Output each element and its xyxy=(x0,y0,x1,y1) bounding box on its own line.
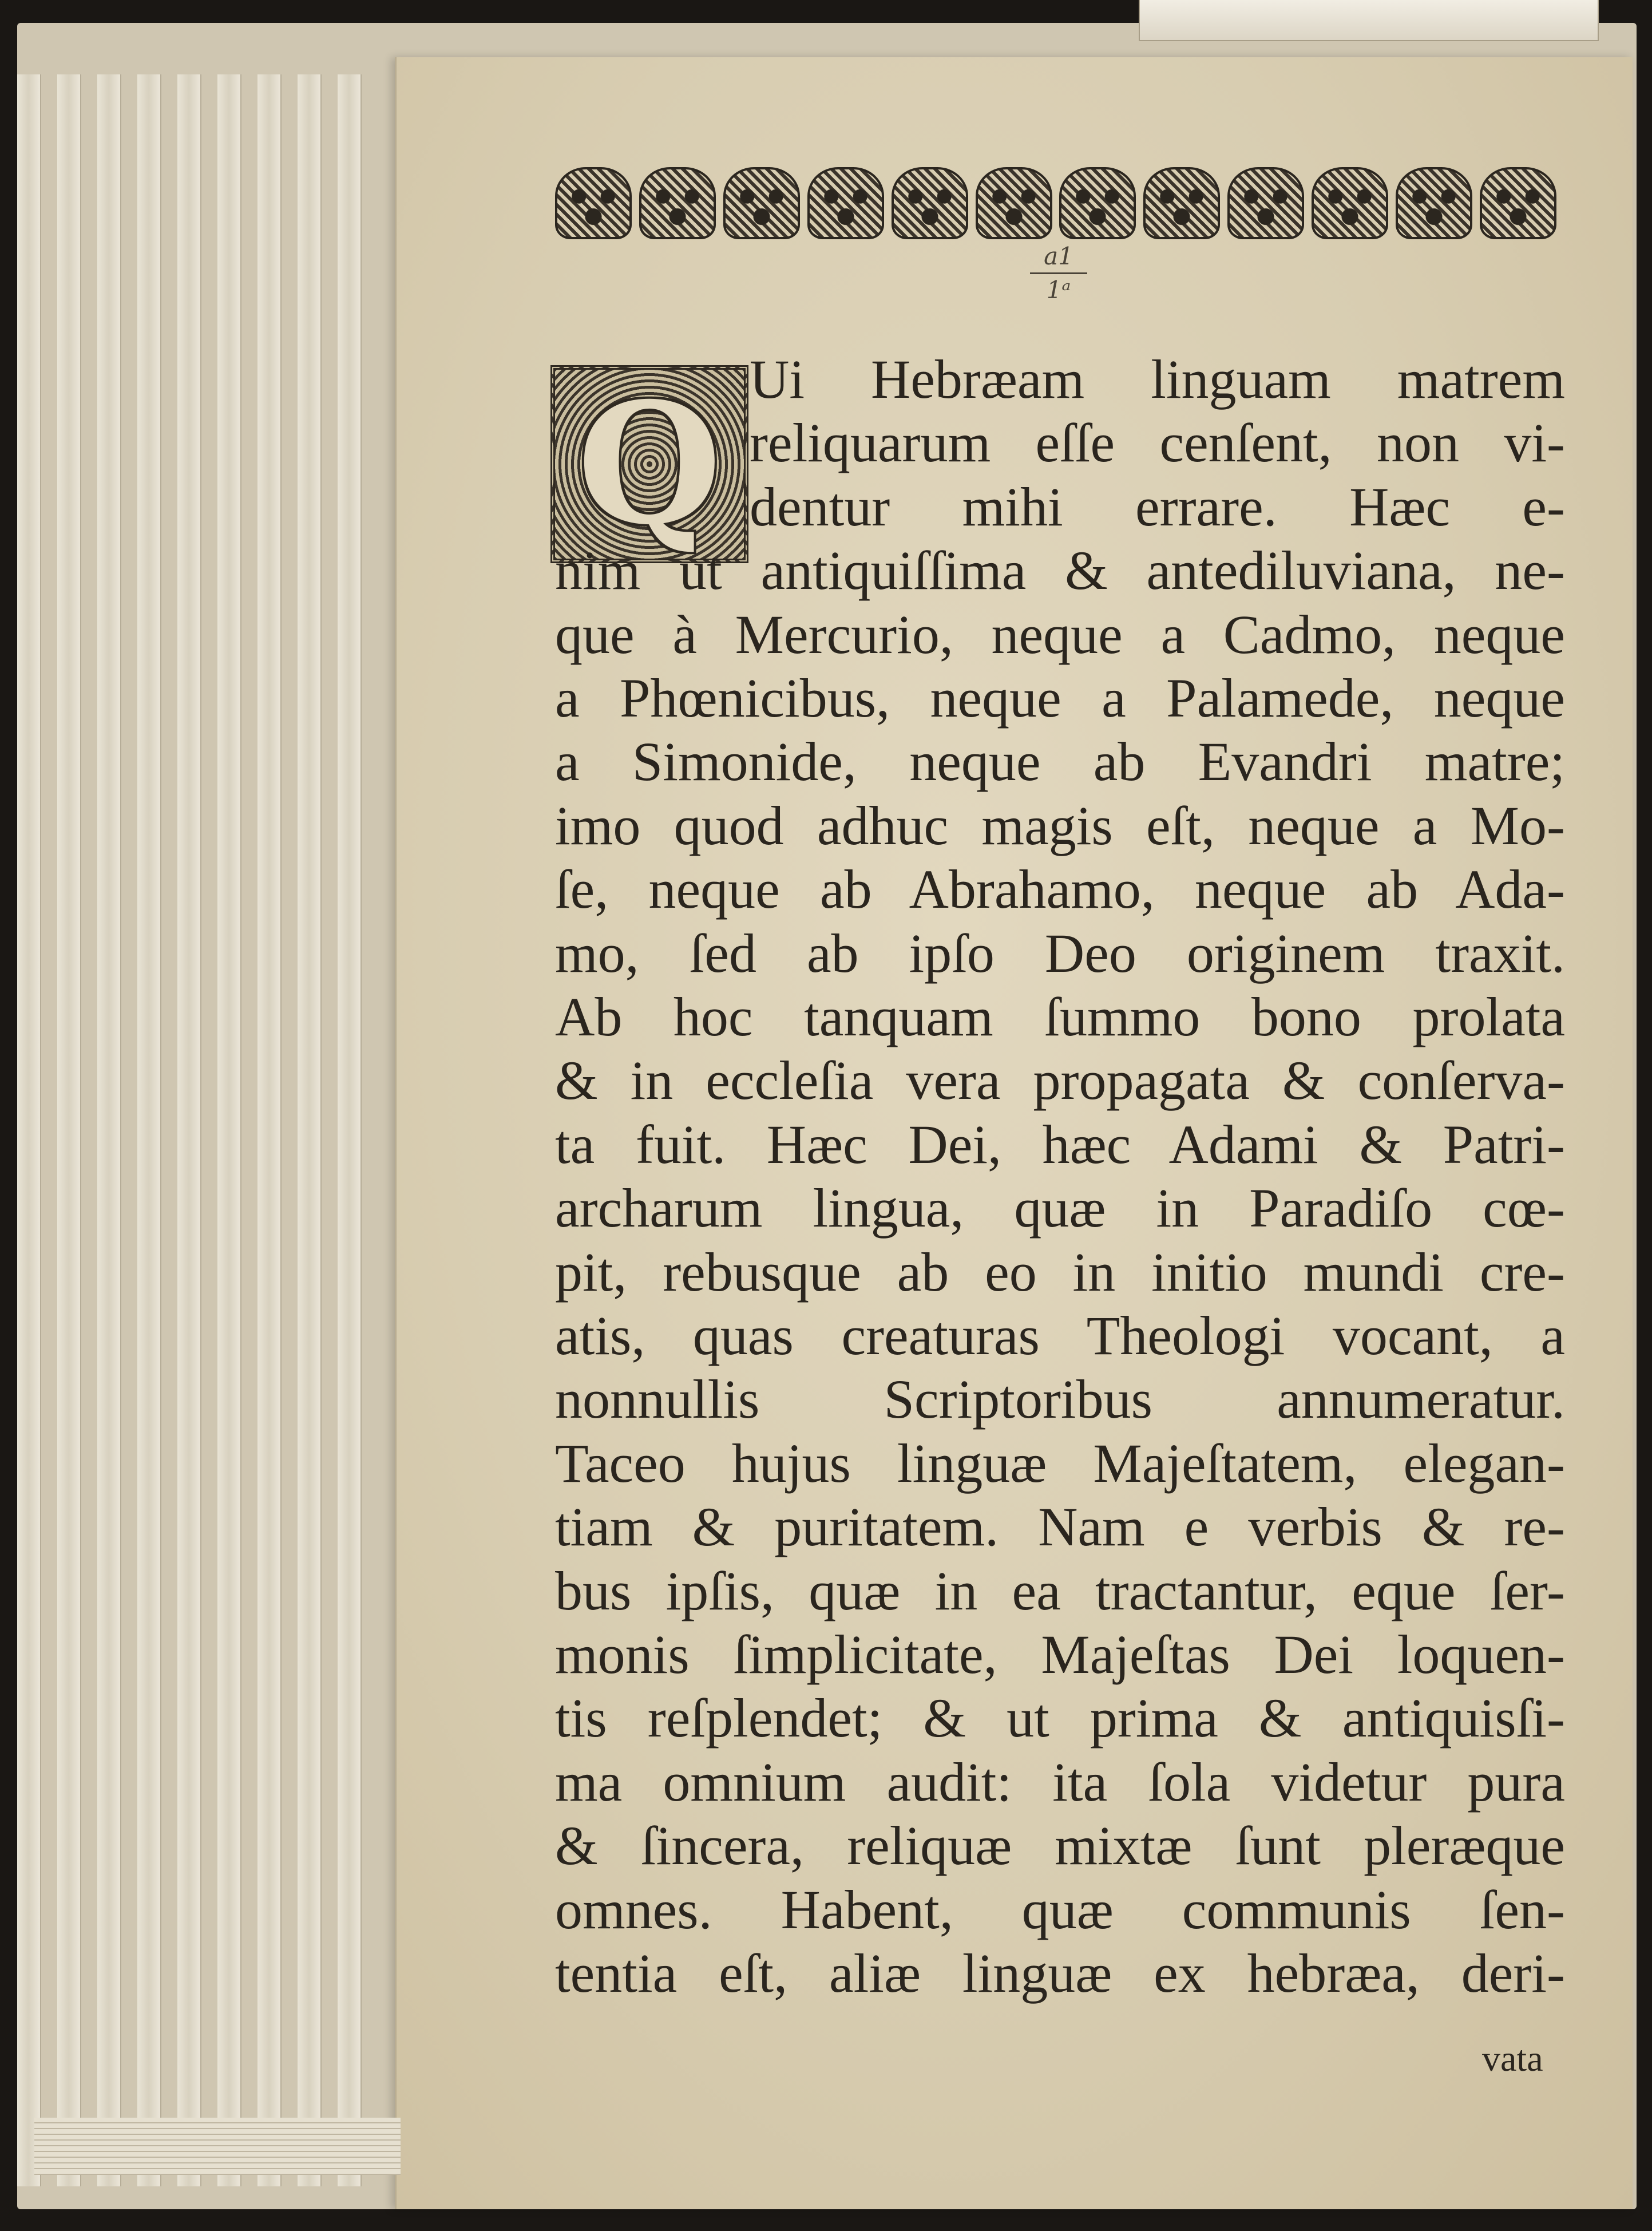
ornament-unit xyxy=(807,167,884,239)
text-line: nonnullis Scriptoribus annumeratur. xyxy=(555,1368,1565,1430)
ornament-unit xyxy=(976,167,1052,239)
text-line: reliquarum eſſe cenſent, non vi- xyxy=(750,412,1565,474)
text-line: ma omnium audit: ita ſola videtur pura xyxy=(555,1751,1565,1813)
text-line: & in eccleſia vera propagata & conſerva- xyxy=(555,1050,1565,1111)
text-line: dentur mihi errare. Hæc e- xyxy=(750,476,1565,537)
ornament-unit xyxy=(1396,167,1472,239)
initial-letter: Q xyxy=(577,367,722,561)
ornament-unit xyxy=(1143,167,1220,239)
text-line: que à Mercurio, neque a Cadmo, neque xyxy=(555,603,1565,665)
folio-mark xyxy=(1024,240,1093,315)
page-edges-bottom xyxy=(34,2118,401,2175)
decorated-initial xyxy=(550,365,748,563)
page-edge xyxy=(97,74,121,2186)
catchword: vata xyxy=(1482,2038,1543,2079)
text-line: & ſincera, reliquæ mixtæ ſunt pleræque xyxy=(555,1815,1565,1877)
folio-mark-top: a1 xyxy=(1044,242,1073,270)
page-edge xyxy=(338,74,362,2186)
ornamental-headpiece xyxy=(555,160,1556,246)
page-edge xyxy=(257,74,282,2186)
text-line: tentia eſt, aliæ linguæ ex hebræa, deri- xyxy=(555,1943,1565,2004)
text-line: nim ut antiquiſſima & antediluviana, ne- xyxy=(555,540,1565,602)
text-line: a Simonide, neque ab Evandri matre; xyxy=(555,731,1565,793)
ornament-unit xyxy=(1059,167,1136,239)
text-line: imo quod adhuc magis eſt, neque a Mo- xyxy=(555,794,1565,856)
text-line: bus ipſis, quæ in ea tractantur, eque ſer- xyxy=(555,1560,1565,1621)
text-line: atis, quas creaturas Theologi vocant, a xyxy=(555,1305,1565,1366)
page-edge xyxy=(57,74,81,2186)
ornament-unit xyxy=(639,167,716,239)
text-line: Ui Hebræam linguam matrem xyxy=(750,349,1565,410)
ornament-unit xyxy=(1312,167,1388,239)
text-line: archarum lingua, quæ in Paradiſo cœ- xyxy=(555,1177,1565,1239)
page-edge xyxy=(137,74,161,2186)
text-line: pit, rebusque ab eo in initio mundi cre- xyxy=(555,1241,1565,1303)
folio-mark-rule xyxy=(1030,272,1087,274)
text-line: ta fuit. Hæc Dei, hæc Adami & Patri- xyxy=(555,1113,1565,1175)
ornament-unit xyxy=(723,167,800,239)
page-edge xyxy=(217,74,241,2186)
page-edge xyxy=(298,74,322,2186)
ornament-unit xyxy=(1480,167,1556,239)
page-edge xyxy=(17,74,41,2186)
page-edge xyxy=(177,74,201,2186)
text-line: Ab hoc tanquam ſummo bono prolata xyxy=(555,986,1565,1047)
folio-mark-bottom: 1ᵃ xyxy=(1046,276,1071,304)
text-line: ſe, neque ab Abrahamo, neque ab Ada- xyxy=(555,859,1565,920)
paper-slip xyxy=(1139,0,1599,41)
text-line: tis reſplendet; & ut prima & antiquisſi- xyxy=(555,1687,1565,1749)
text-line: a Phœnicibus, neque a Palamede, neque xyxy=(555,667,1565,729)
ornament-unit xyxy=(555,167,632,239)
ornament-unit xyxy=(1227,167,1304,239)
text-line: tiam & puritatem. Nam e verbis & re- xyxy=(555,1496,1565,1558)
ornament-unit xyxy=(892,167,968,239)
text-line: omnes. Habent, quæ communis ſen- xyxy=(555,1878,1565,1940)
text-line: mo, ſed ab ipſo Deo originem traxit. xyxy=(555,922,1565,984)
text-line: monis ſimplicitate, Majeſtas Dei loquen- xyxy=(555,1624,1565,1685)
text-line: Taceo hujus linguæ Majeſtatem, elegan- xyxy=(555,1432,1565,1494)
